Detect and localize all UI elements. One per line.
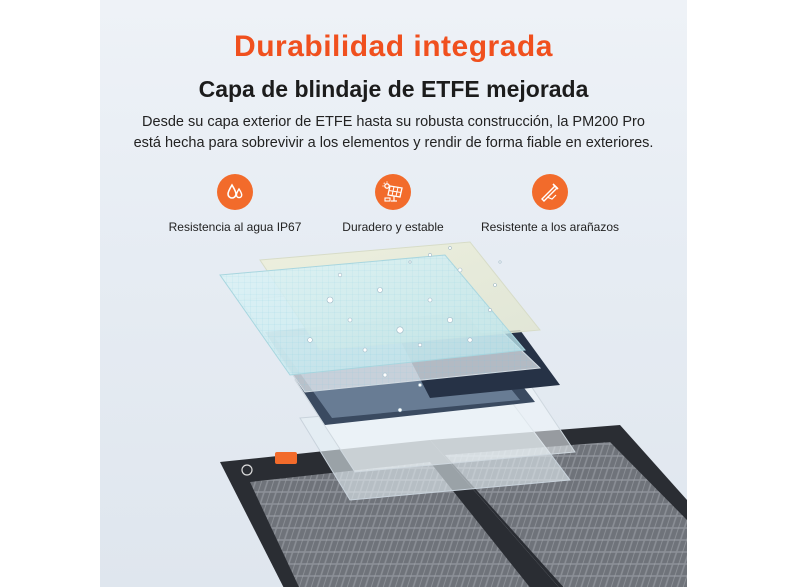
description-line-2: está hecha para sobrevivir a los elementos y rendir de forma fiable en exteriores. xyxy=(133,135,654,151)
page-title: Durabilidad integrada xyxy=(234,30,553,63)
page-subtitle: Capa de blindaje de ETFE mejorada xyxy=(198,76,589,102)
product-banner xyxy=(100,0,687,587)
description-line-1: Desde su capa exterior de ETFE hasta su robusta construcción, la PM200 Pro xyxy=(142,114,645,130)
feature-label: Resistencia al agua IP67 xyxy=(168,220,302,234)
exploded-panel-illustration xyxy=(100,0,687,587)
feature-label: Duradero y estable xyxy=(342,220,444,234)
feature-label: Resistente a los arañazos xyxy=(480,220,620,234)
